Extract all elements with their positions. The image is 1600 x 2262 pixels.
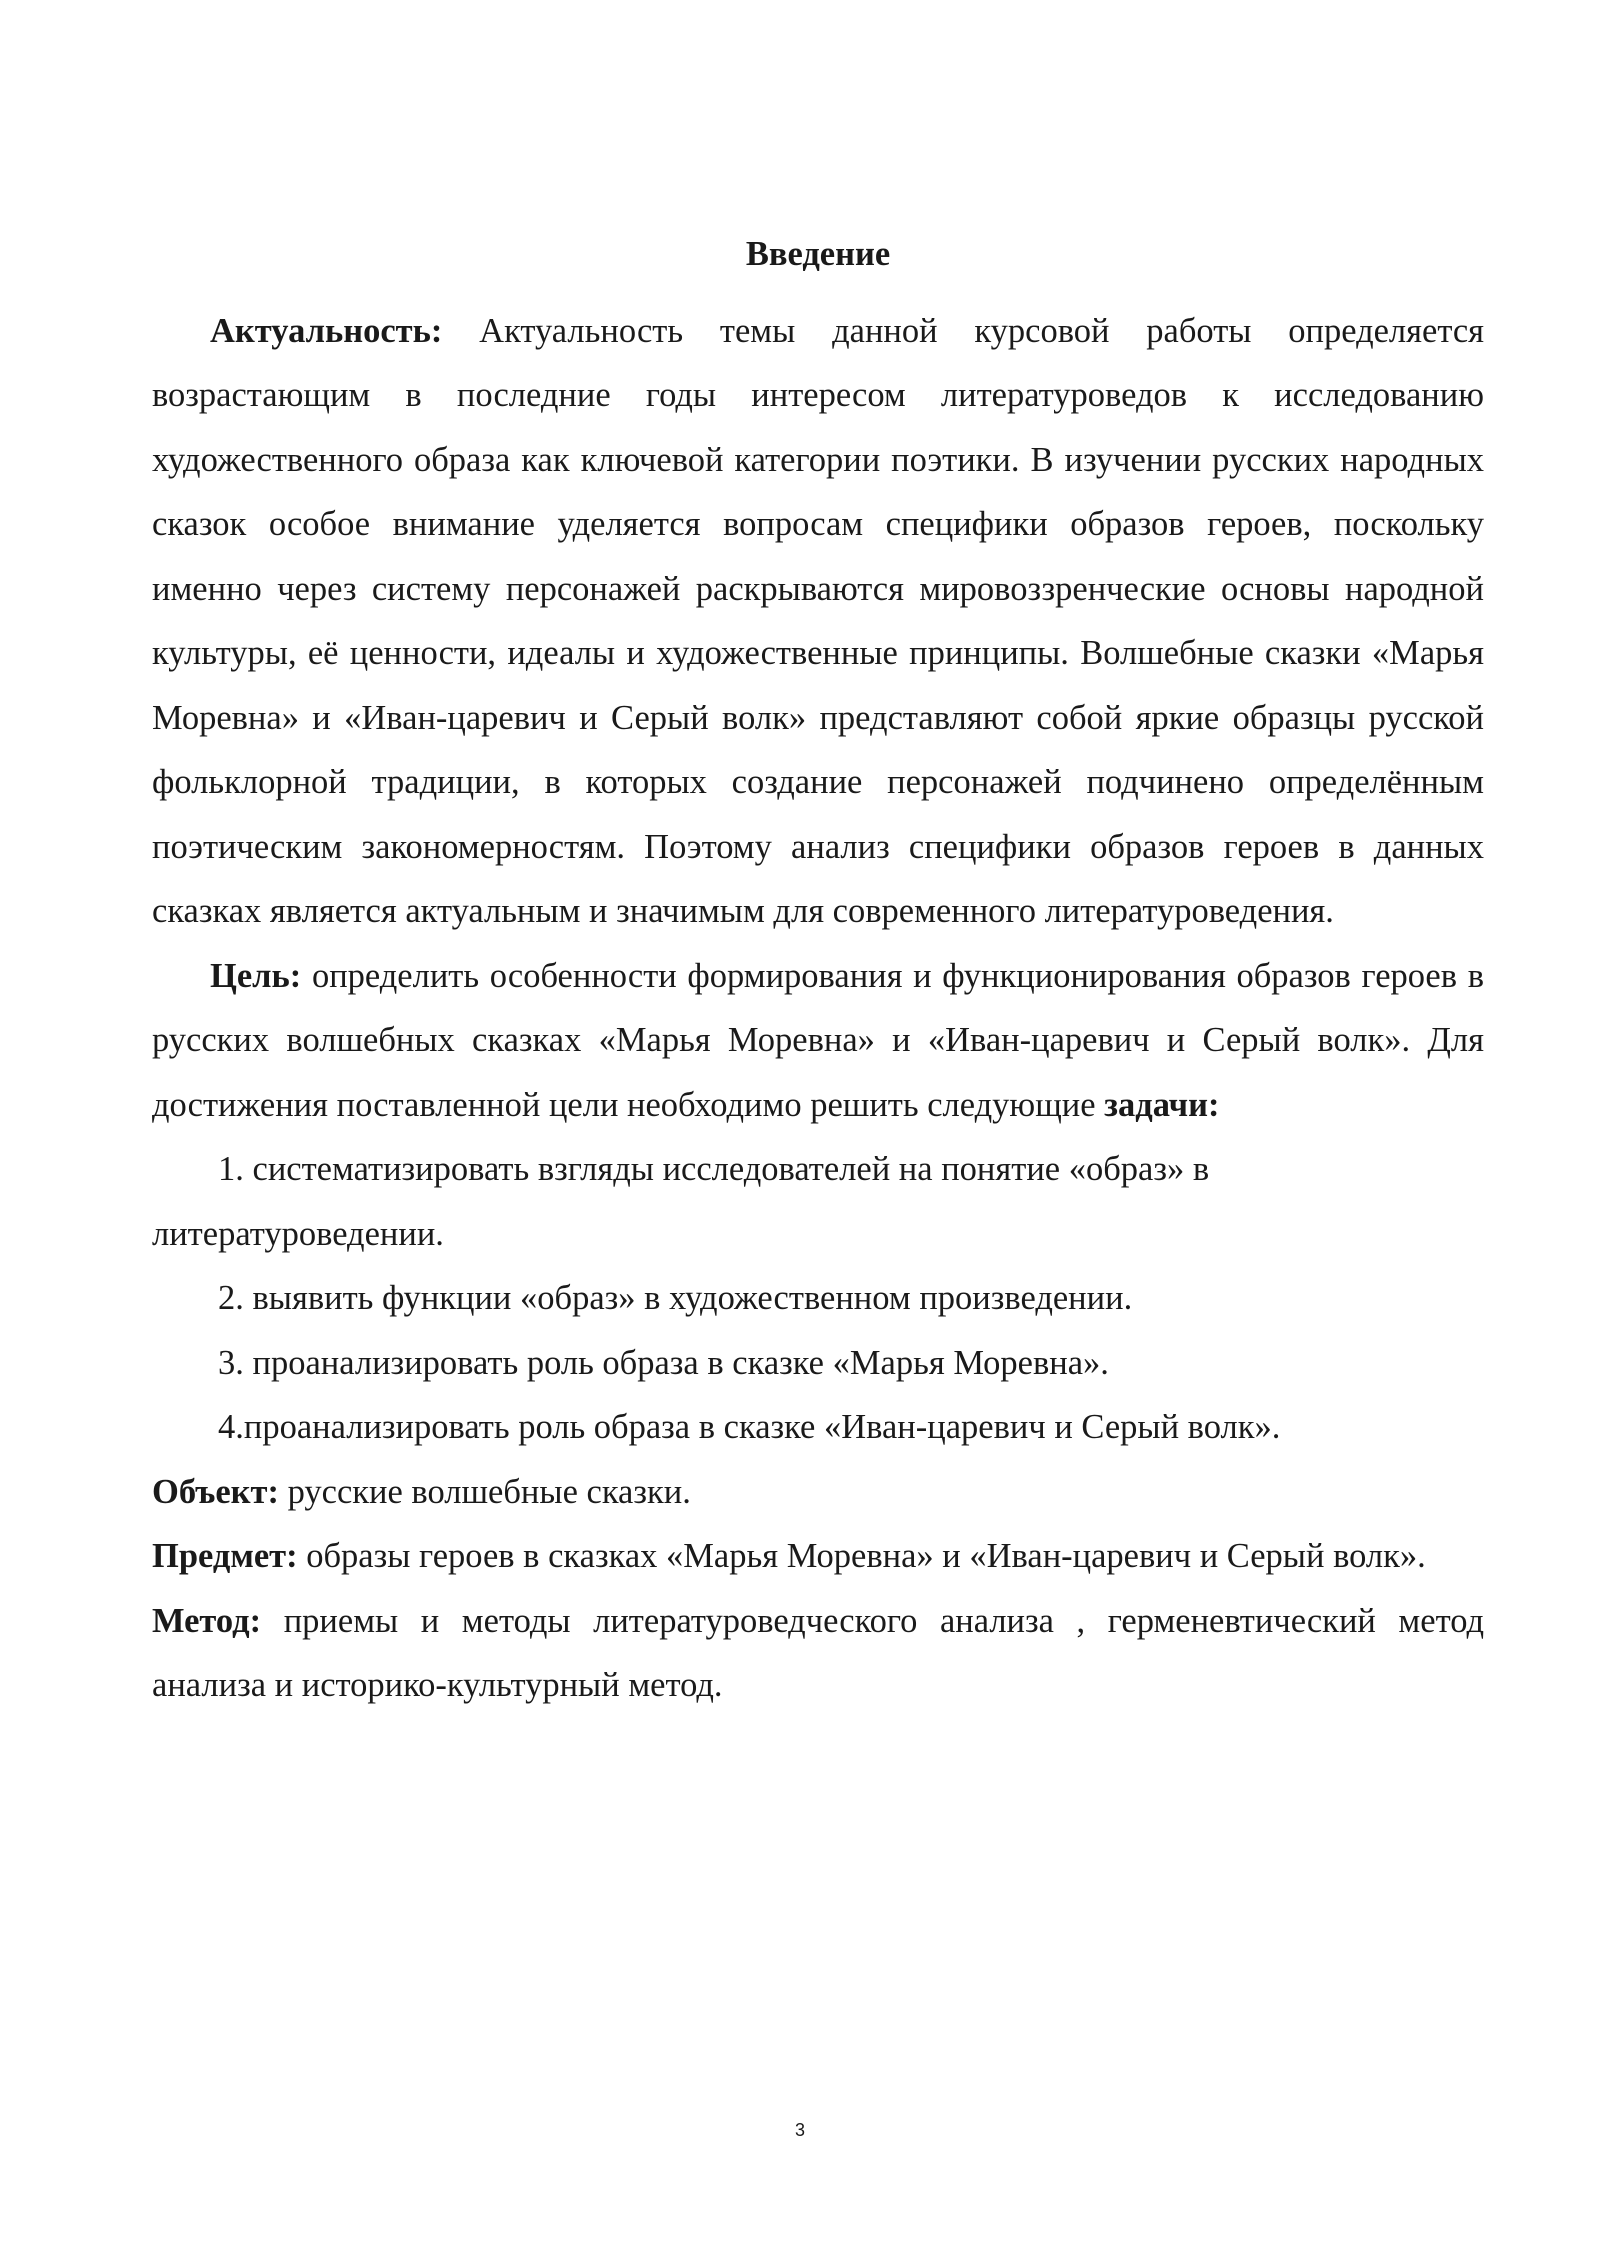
tasks-label: задачи: (1104, 1085, 1220, 1124)
page-title: Введение (745, 235, 891, 273)
relevance-label: Актуальность: (210, 311, 443, 350)
goal-text: определить особенности формирования и функционирования образов героев в русских волшебных сказках «Марья Моревна» и «Иван-царевич и Серый волк». Для достижения поставленной цели необходимо решить следующие (152, 956, 1485, 1124)
object-paragraph (152, 1460, 1484, 1525)
page-content (152, 222, 1484, 1718)
page-number: 3 (794, 2120, 805, 2140)
tasks-list (152, 1137, 1484, 1460)
object-label: Объект: (152, 1472, 279, 1511)
method-paragraph (152, 1589, 1484, 1718)
method-label: Метод: (152, 1601, 262, 1640)
relevance-paragraph (152, 299, 1484, 944)
subject-text: образы героев в сказках «Марья Моревна» и «Иван-царевич и Серый волк». (306, 1537, 1426, 1575)
method-text: приемы и методы литературоведческого анализа , герменевтический метод анализа и историко-культурный метод. (152, 1601, 1485, 1704)
goal-paragraph (152, 944, 1484, 1138)
task-item: 3. проанализировать роль образа в сказке «Марья Моревна». (218, 1343, 1109, 1382)
subject-label: Предмет: (152, 1537, 298, 1575)
subject-paragraph (152, 1524, 1484, 1589)
task-item: 4.проанализировать роль образа в сказке «Иван-царевич и Серый волк». (218, 1408, 1281, 1446)
goal-label: Цель: (210, 956, 302, 995)
task-item: 1. систематизировать взгляды исследователей на понятие «образ» в литературоведении. (152, 1150, 1210, 1253)
task-item: 2. выявить функции «образ» в художественном произведении. (218, 1279, 1133, 1317)
object-text: русские волшебные сказки. (287, 1472, 691, 1511)
relevance-text: Актуальность темы данной курсовой работы определяется возрастающим в последние годы интересом литературоведов к исследованию художественного образа как ключевой категории поэтики. В изучении русских народных сказок особое внимание уделяется вопросам специфики образов героев, поскольку именно через систему персонажей раскрываются мировоззренческие основы народной культуры, её ценности, идеалы и художественные принципы. Волшебные сказки «Марья Моревна» и «Иван-царевич и Серый волк» представляют собой яркие образцы русской фольклорной традиции, в которых создание персонажей подчинено определённым поэтическим закономерностям. Поэтому анализ специфики образов героев в данных сказках является актуальным и значимым для современного литературоведения. (152, 311, 1485, 930)
